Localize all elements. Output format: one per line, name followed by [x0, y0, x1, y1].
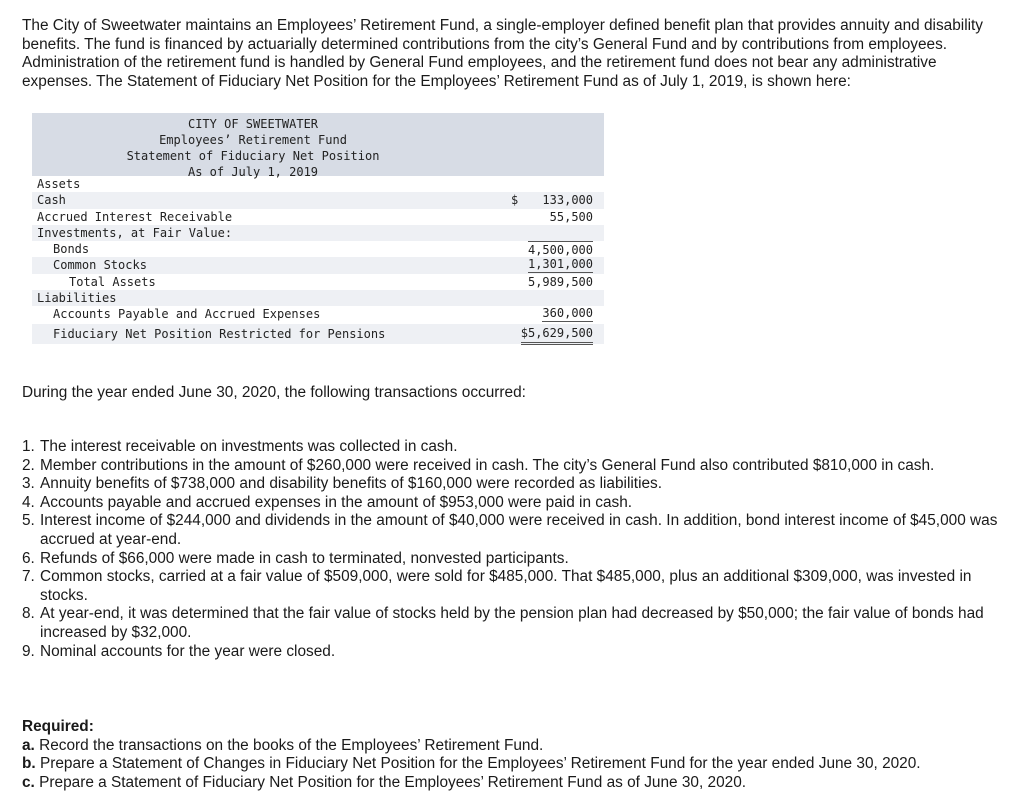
cash-label: Cash: [37, 193, 66, 208]
row-accrued-interest: [32, 209, 604, 225]
cash-amount: 133,000: [542, 193, 593, 208]
required-section: [22, 718, 1007, 792]
header-title: Statement of Fiduciary Net Position: [126, 149, 380, 163]
accounts-payable-label: Accounts Payable and Accrued Expenses: [53, 307, 321, 322]
required-item-a: a. Record the transactions on the books of the Employees’ Retirement Fund.: [22, 736, 544, 754]
list-item: 7. Common stocks, carried at a fair value of $509,000, were sold for $485,000. That $485,000, plus an additional $309,000, was invested in stocks.: [22, 568, 972, 604]
investments-label: Investments, at Fair Value:: [37, 225, 233, 240]
required-title: Required:: [22, 718, 94, 735]
list-item: 2. Member contributions in the amount of $260,000 were received in cash. The city’s General Fund also contributed $810,000 in cash.: [22, 456, 935, 474]
bonds-label: Bonds: [53, 242, 90, 257]
list-item: 3. Annuity benefits of $738,000 and disability benefits of $160,000 were recorded as liabilities.: [22, 475, 663, 493]
row-cash: [32, 192, 604, 208]
total-assets-label: Total Assets: [69, 274, 156, 289]
accounts-payable-amount: 360,000: [542, 306, 593, 321]
list-item: 1. The interest receivable on investments was collected in cash.: [22, 438, 458, 455]
net-position-label: Fiduciary Net Position Restricted for Pensions: [53, 326, 386, 341]
cash-dollar-sign: $: [511, 193, 519, 208]
liabilities-label: Liabilities: [37, 291, 117, 306]
transactions-intro: During the year ended June 30, 2020, the following transactions occurred:: [22, 384, 526, 401]
bonds-amount: 4,500,000: [527, 243, 593, 258]
common-stocks-amount: 1,301,000: [527, 257, 593, 272]
required-item-b: b. Prepare a Statement of Changes in Fiduciary Net Position for the Employees’ Retirement Fund for the year ended June 30, 2020.: [22, 755, 921, 773]
intro-paragraph: The City of Sweetwater maintains an Employees’ Retirement Fund, a single-employer defined benefit plan that provides annuity and disability benefits. The fund is financed by actuarially determined contributions from the city’s General Fund and by contributions from employees. Administration of the retirement fund is handled by General Fund employees, and the retirement fund does not bear any administrative expenses. The Statement of Fiduciary Net Position for the Employees’ Retirement Fund as of July 1, 2019, is shown here:: [22, 17, 984, 90]
list-item: 4. Accounts payable and accrued expenses in the amount of $953,000 were paid in cash.: [22, 493, 633, 511]
row-bonds: [32, 241, 604, 257]
row-liabilities: [32, 290, 604, 306]
row-net-position: [32, 324, 604, 344]
row-investments: [32, 225, 604, 241]
header-city: CITY OF SWEETWATER: [187, 117, 319, 131]
header-fund: Employees’ Retirement Fund: [159, 133, 347, 147]
row-assets: [32, 176, 604, 192]
net-position-amount: $5,629,500: [521, 325, 593, 345]
row-common-stocks: [32, 257, 604, 273]
list-item: 9. Nominal accounts for the year were closed.: [22, 642, 336, 660]
accrued-interest-amount: 55,500: [549, 209, 593, 224]
total-assets-amount: 5,989,500: [527, 274, 593, 289]
required-item-c: c. Prepare a Statement of Fiduciary Net Position for the Employees’ Retirement Fund as of June 30, 2020.: [22, 773, 747, 791]
statement-header: [32, 113, 604, 179]
transactions-list: [22, 438, 1007, 661]
assets-label: Assets: [37, 177, 81, 191]
list-item: 8. At year-end, it was determined that the fair value of stocks held by the pension plan had decreased by $50,000; the fair value of bonds had increased by $32,000.: [22, 605, 984, 641]
row-accounts-payable: [32, 306, 604, 322]
accrued-interest-label: Accrued Interest Receivable: [37, 209, 233, 224]
list-item: 5. Interest income of $244,000 and dividends in the amount of $40,000 were received in cash. In addition, bond interest income of $45,000 was accrued at year-end.: [22, 512, 998, 548]
common-stocks-label: Common Stocks: [53, 258, 147, 273]
list-item: 6. Refunds of $66,000 were made in cash to terminated, nonvested participants.: [22, 549, 569, 567]
header-date: As of July 1, 2019: [187, 165, 319, 179]
statement-table: [32, 113, 604, 344]
row-total-assets: [32, 274, 604, 290]
